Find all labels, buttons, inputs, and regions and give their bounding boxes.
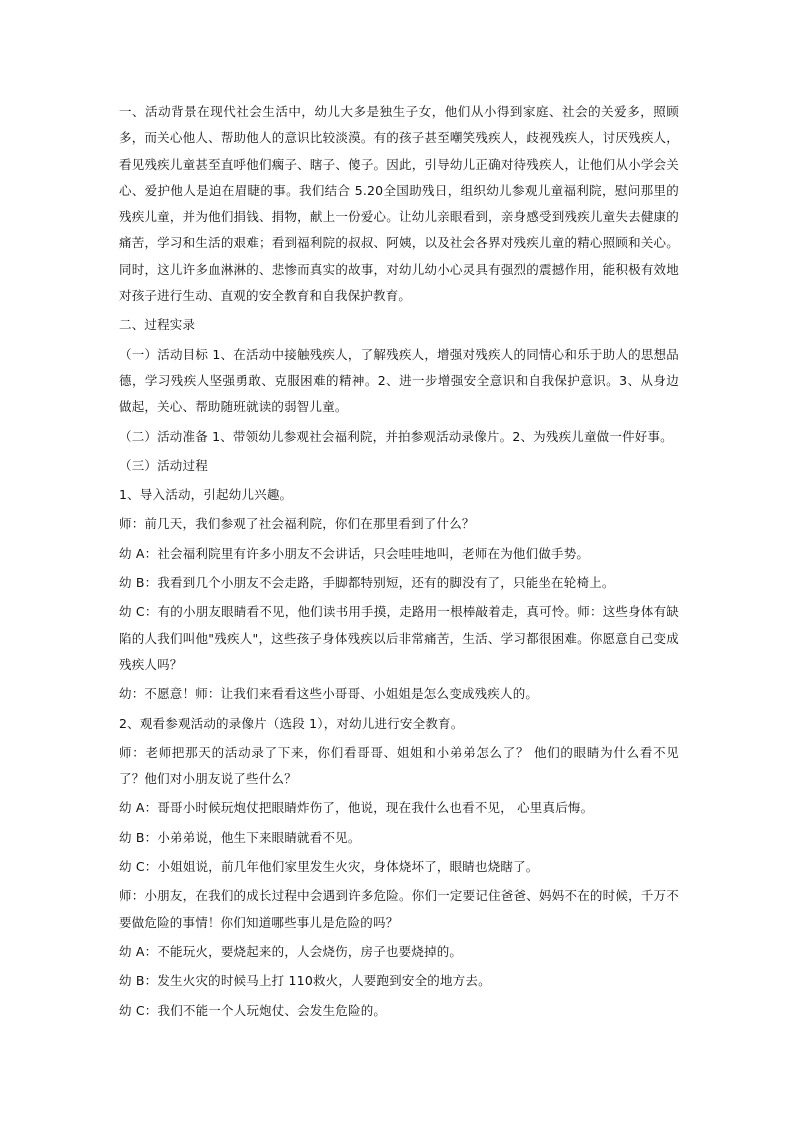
dialogue-line: 幼 C：小姐姐说，前几年他们家里发生火灾，身体烧坏了，眼睛也烧瞎了。 bbox=[119, 859, 539, 875]
dialogue-line: 幼 A：不能玩火，要烧起来的，人会烧伤，房子也要烧掉的。 bbox=[119, 943, 463, 959]
paragraph-step-1: 1、导入活动，引起幼儿兴趣。 bbox=[119, 487, 293, 503]
paragraph-activity-preparation: （二）活动准备 1、带领幼儿参观社会福利院，并拍参观活动录像片。2、为残疾儿童做一件好事。 bbox=[119, 428, 673, 444]
dialogue-line: 幼 A：社会福利院里有许多小朋友不会讲话，只会哇哇地叫，老师在为他们做手势。 bbox=[119, 545, 590, 561]
dialogue-line: 师：老师把那天的活动录了下来，你们看哥哥、姐姐和小弟弟怎么了？ 他们的眼睛为什么看不见了？他们对小朋友说了些什么？ bbox=[119, 744, 679, 787]
heading-process-record: 二、过程实录 bbox=[119, 317, 196, 333]
document-page bbox=[119, 99, 679, 1024]
paragraph-background: 一、活动背景在现代社会生活中，幼儿大多是独生子女，他们从小得到家庭、社会的关爱多，照顾多，而关心他人、帮助他人的意识比较淡漠。有的孩子甚至嘲笑残疾人，歧视残疾人，讨厌残疾人，看见残疾儿童甚至直呼他们瘸子、瞎子、傻子。因此，引导幼儿正确对待残疾人，让他们从小学会关心、爱护他人是迫在眉睫的事。我们结合 5.20全国助残日，组织幼儿参观儿童福利院，慰问那里的残疾儿童，并为他们捐钱、捐物，献上一份爱心。让幼儿亲眼看到，亲身感受到残疾儿童失去健康的痛苦，学习和生活的艰难；看到福利院的叔叔、阿姨，以及社会各界对残疾儿童的精心照顾和关心。同时，这儿许多血淋淋的、悲惨而真实的故事，对幼儿幼小心灵具有强烈的震撼作用，能积极有效地对孩子进行生动、直观的安全教育和自我保护教育。 bbox=[119, 104, 679, 304]
dialogue-line: 幼：不愿意！师：让我们来看看这些小哥哥、小姐姐是怎么变成残疾人的。 bbox=[119, 686, 539, 702]
paragraph-step-2: 2、观看参观活动的录像片（选段 1），对幼儿进行安全教育。 bbox=[119, 715, 464, 731]
dialogue-line: 幼 B：发生火灾的时候马上打 110救火，人要跑到安全的地方去。 bbox=[119, 973, 491, 989]
dialogue-line: 师：前几天，我们参观了社会福利院，你们在那里看到了什么？ bbox=[119, 516, 475, 532]
dialogue-line: 师：小朋友，在我们的成长过程中会遇到许多危险。你们一定要记住爸爸、妈妈不在的时候，千万不要做危险的事情！你们知道哪些事儿是危险的吗？ bbox=[119, 888, 679, 930]
dialogue-line: 幼 B：我看到几个小朋友不会走路，手脚都特别短，还有的脚没有了，只能坐在轮椅上。 bbox=[119, 575, 615, 591]
heading-activity-process: （三）活动过程 bbox=[119, 457, 208, 473]
dialogue-line: 幼 C：我们不能一个人玩炮仗、会发生危险的。 bbox=[119, 1002, 387, 1018]
dialogue-line: 幼 B：小弟弟说，他生下来眼睛就看不见。 bbox=[119, 829, 361, 845]
paragraph-activity-goals: （一）活动目标 1、在活动中接触残疾人，了解残疾人，增强对残疾人的同情心和乐于助人的思想品德，学习残疾人坚强勇敢、克服困难的精神。2、进一步增强安全意识和自我保护意识。3、从身边做起，关心、帮助随班就读的弱智儿童。 bbox=[119, 346, 679, 415]
dialogue-line: 幼 C：有的小朋友眼睛看不见，他们读书用手摸，走路用一根棒敲着走，真可怜。师：这些身体有缺陷的人我们叫他"残疾人"，这些孩子身体残疾以后非常痛苦，生活、学习都很困难。你愿意自己变成残疾人吗？ bbox=[119, 604, 679, 672]
dialogue-line: 幼 A：哥哥小时候玩炮仗把眼睛炸伤了，他说，现在我什么也看不见， 心里真后悔。 bbox=[119, 800, 594, 816]
